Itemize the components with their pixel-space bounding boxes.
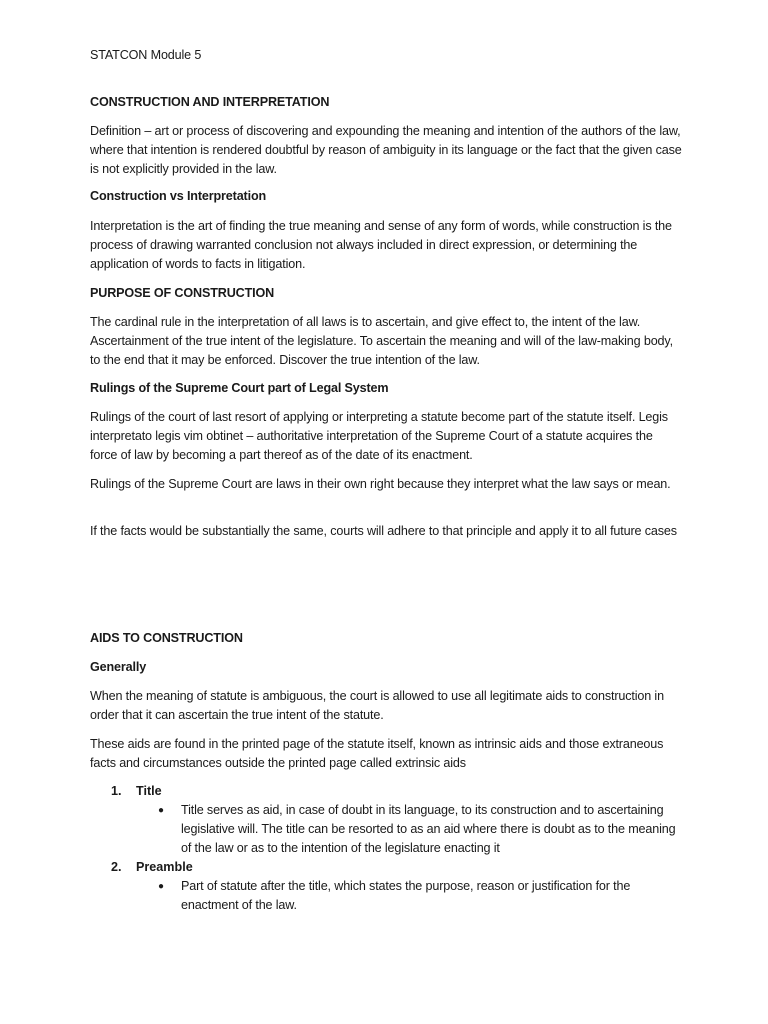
rulings-paragraph-1: Rulings of the court of last resort of applying or interpreting a statute become part of the statute itself. Legis interpretato legis vim obtinet – authoritative interpretation of the Supreme Court of a statute acquires the force of law by becoming a part thereof as of the date of its enactment. xyxy=(90,410,668,462)
aids-paragraph-2: These aids are found in the printed page of the statute itself, known as intrinsic aids and those extraneous facts and circumstances outside the printed page called extrinsic aids xyxy=(90,737,664,770)
list-title: Preamble xyxy=(136,860,193,874)
list-number: 2. xyxy=(111,860,122,874)
subheading-generally: Generally xyxy=(90,660,147,674)
aids-paragraph-1: When the meaning of statute is ambiguous, the court is allowed to use all legitimate aids to construction in order that it can ascertain the true intent of the statute. xyxy=(90,689,664,722)
rulings-paragraph-3: If the facts would be substantially the same, courts will adhere to that principle and apply it to all future cases xyxy=(90,524,677,538)
rulings-paragraph-2: Rulings of the Supreme Court are laws in their own right because they interpret what the law says or mean. xyxy=(90,477,671,491)
bullet-icon: ● xyxy=(158,881,165,892)
subheading-rulings: Rulings of the Supreme Court part of Legal System xyxy=(90,381,389,395)
purpose-paragraph: The cardinal rule in the interpretation of all laws is to ascertain, and give effect to, the intent of the law. Ascertainment of the true intent of the legislature. To ascertain the meaning and will of the law-making body, to the end that it may be enforced. Discover the true intention of the law. xyxy=(90,315,673,367)
section-heading-construction-interpretation: CONSTRUCTION AND INTERPRETATION xyxy=(90,95,330,109)
subheading-construction-vs-interpretation: Construction vs Interpretation xyxy=(90,189,267,203)
section-heading-purpose: PURPOSE OF CONSTRUCTION xyxy=(90,286,275,300)
bullet-icon: ● xyxy=(158,805,165,816)
section-heading-aids: AIDS TO CONSTRUCTION xyxy=(90,631,243,645)
bullet-text: Title serves as aid, in case of doubt in its language, to its construction and to ascertaining legislative will. The title can be resorted to as an aid where there is doubt as to the meaning of the law or as to the intention of the legislature enacting it xyxy=(181,803,676,855)
document-header: STATCON Module 5 xyxy=(90,48,202,62)
list-title: Title xyxy=(136,784,162,798)
bullet-text: Part of statute after the title, which states the purpose, reason or justification for the enactment of the law. xyxy=(181,879,631,912)
definition-paragraph: Definition – art or process of discovering and expounding the meaning and intention of the authors of the law, where that intention is rendered doubtful by reason of ambiguity in its language or the fact that the given case is not explicitly provided in the law. xyxy=(90,124,682,176)
list-number: 1. xyxy=(111,784,122,798)
construction-vs-interpretation-paragraph: Interpretation is the art of finding the true meaning and sense of any form of words, while construction is the process of drawing warranted conclusion not always included in direct expression, or determining the application of words to facts in litigation. xyxy=(90,219,672,271)
